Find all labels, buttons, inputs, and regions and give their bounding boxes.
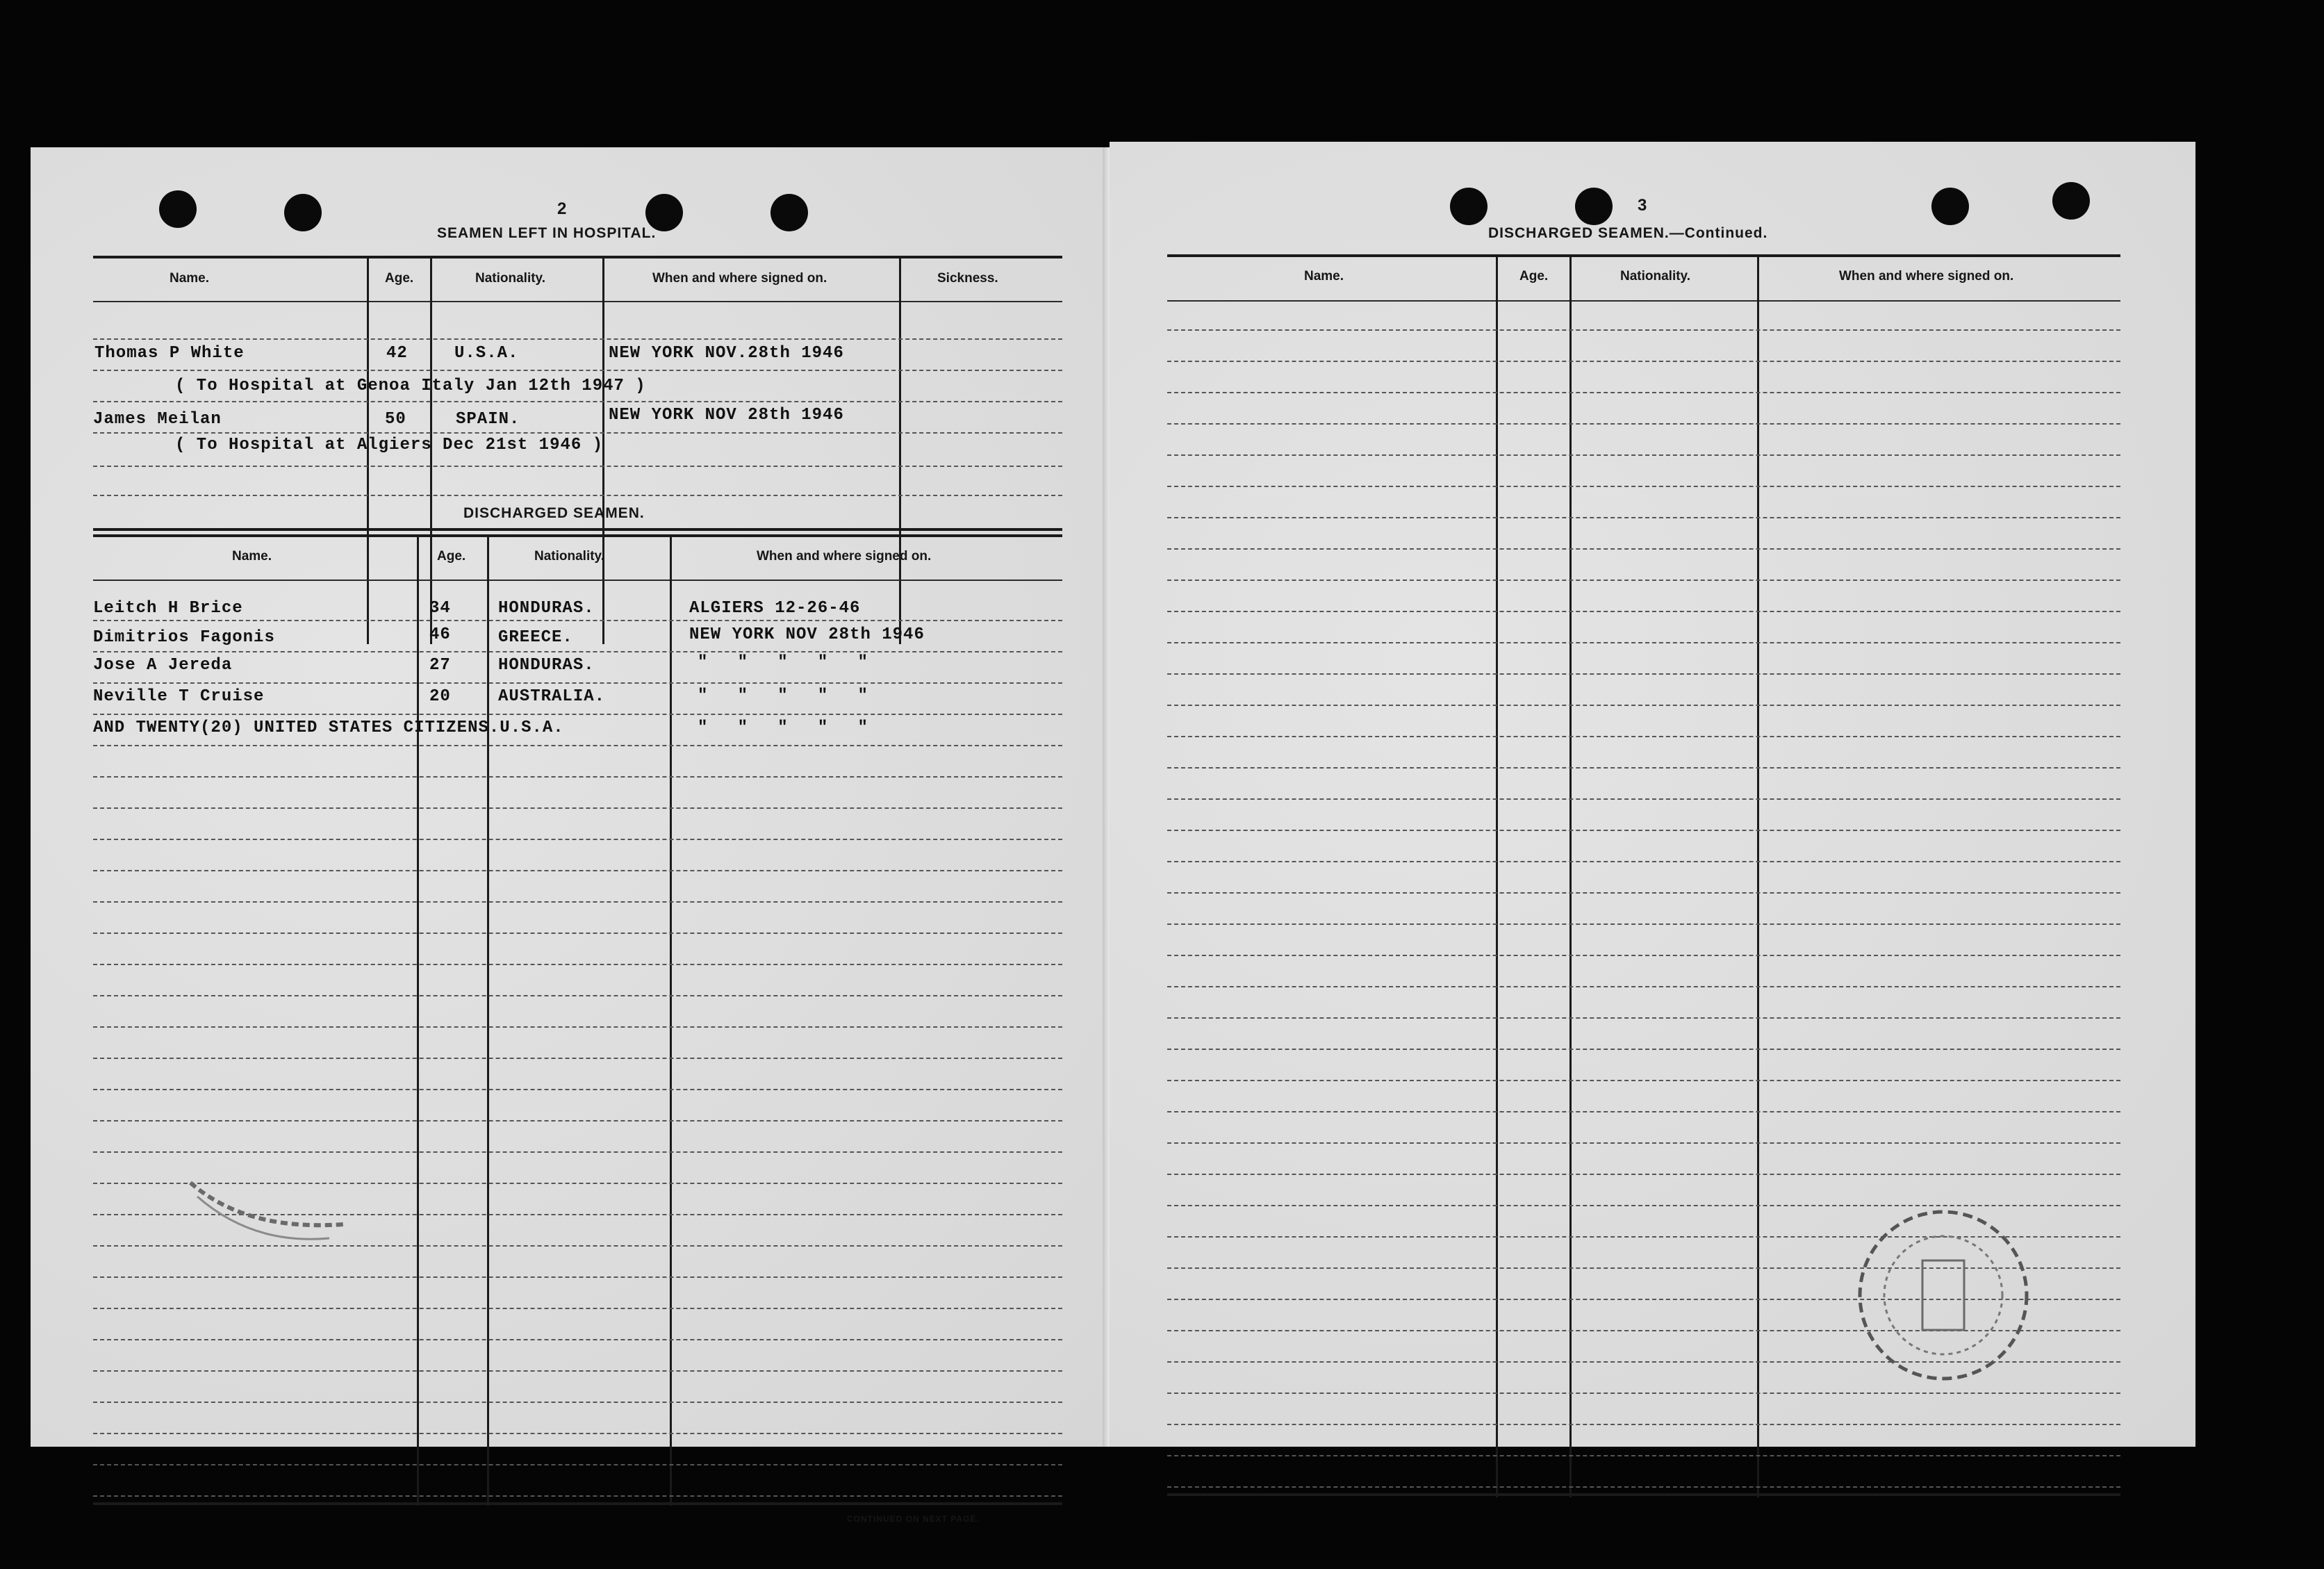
hospital-row-nationality: U.S.A. [454, 344, 519, 363]
discharged-row-signed-on: " " " " " [698, 653, 868, 672]
punch-hole [159, 190, 197, 228]
discharged-row-name: Neville T Cruise [93, 687, 265, 706]
ruled-line [93, 1058, 1062, 1059]
discharged-row-signed-on: " " " " " [698, 718, 868, 737]
hospital-row-age: 42 [386, 344, 408, 363]
ruled-line [93, 933, 1062, 934]
ruled-line [93, 870, 1062, 871]
ruled-line [1167, 580, 2120, 581]
ruled-line [1167, 1080, 2120, 1081]
discharged-section-title: DISCHARGED SEAMEN. [463, 505, 645, 521]
punch-hole [770, 194, 808, 231]
ruled-line [93, 1151, 1062, 1153]
punch-hole [1931, 188, 1969, 225]
ruled-line [1167, 955, 2120, 956]
discharged-row-age: 34 [429, 599, 451, 618]
continued-note: CONTINUED ON NEXT PAGE. [847, 1514, 980, 1524]
ruled-line [1167, 705, 2120, 706]
right-page [1110, 142, 2195, 1447]
ruled-line [93, 1464, 1062, 1465]
ruled-line [1167, 673, 2120, 675]
discharged-row-signed-on: NEW YORK NOV 28th 1946 [689, 625, 925, 644]
ruled-line [1167, 1142, 2120, 1144]
hospital-row-note: ( To Hospital at Algiers Dec 21st 1946 ) [175, 436, 604, 454]
discharged-row-nationality: GREECE. [498, 628, 573, 647]
ruled-line [93, 839, 1062, 840]
discharged-row-name: Leitch H Brice [93, 599, 243, 618]
ruled-line [93, 620, 1062, 621]
col-header-signed-on: When and where signed on. [652, 271, 827, 286]
ruled-line [93, 1370, 1062, 1372]
ruled-line [1167, 548, 2120, 550]
discharged-row-signed-on: " " " " " [698, 687, 868, 705]
ruled-line [93, 964, 1062, 965]
ruled-line [1167, 642, 2120, 643]
ruled-line [93, 651, 1062, 652]
left-page [31, 147, 1110, 1524]
ruled-line [1167, 454, 2120, 456]
ruled-line [1167, 1424, 2120, 1425]
ruled-line [1167, 611, 2120, 612]
ruled-line [1167, 1111, 2120, 1112]
page-number: 3 [1638, 196, 1647, 215]
ruled-line [1167, 861, 2120, 862]
ruled-line [1167, 1017, 2120, 1019]
discharged-row-age: 27 [429, 656, 451, 675]
ruled-line [93, 995, 1062, 996]
col-header-signed-on: When and where signed on. [757, 549, 932, 564]
hospital-row-nationality: SPAIN. [456, 410, 520, 429]
col-header-nationality: Nationality. [534, 549, 604, 564]
ruled-line [93, 1026, 1062, 1028]
punch-hole [1575, 188, 1613, 225]
ruled-line [93, 807, 1062, 809]
ruled-line [93, 1433, 1062, 1434]
col-header-name: Name. [170, 271, 210, 286]
ruled-line [1167, 923, 2120, 925]
discharged-row-age: 46 [429, 625, 451, 644]
ruled-line [1167, 767, 2120, 769]
hospital-section-title: SEAMEN LEFT IN HOSPITAL. [437, 225, 657, 241]
ruled-line [93, 776, 1062, 778]
hospital-row-name: James Meilan [93, 410, 222, 429]
faded-stamp-mark [170, 1169, 406, 1266]
col-header-name: Name. [1304, 269, 1344, 284]
ruled-line [1167, 361, 2120, 362]
ruled-line [93, 1120, 1062, 1122]
ruled-line [1167, 798, 2120, 800]
col-header-name: Name. [232, 549, 272, 564]
ruled-line [1167, 423, 2120, 425]
ruled-line [93, 1276, 1062, 1278]
col-header-nationality: Nationality. [475, 271, 545, 286]
ruled-line [93, 745, 1062, 746]
ruled-line [1167, 1049, 2120, 1050]
ruled-line [1167, 736, 2120, 737]
ruled-line [1167, 1174, 2120, 1175]
discharged-row-nationality: AUSTRALIA. [498, 687, 606, 706]
hospital-row-age: 50 [385, 410, 406, 429]
discharged-row-nationality: HONDURAS. [498, 656, 595, 675]
ruled-line [1167, 329, 2120, 331]
ruled-line [1167, 892, 2120, 894]
ruled-line [93, 1089, 1062, 1090]
ruled-line [93, 1495, 1062, 1497]
ruled-line [93, 1308, 1062, 1309]
hospital-row-signed-on: NEW YORK NOV.28th 1946 [609, 344, 844, 363]
ruled-line [1167, 486, 2120, 487]
ruled-line [93, 1339, 1062, 1340]
discharged-row-age: 20 [429, 687, 451, 706]
ruled-line [1167, 517, 2120, 518]
discharged-row-nationality: HONDURAS. [498, 599, 595, 618]
punch-hole [1450, 188, 1487, 225]
page-number: 2 [557, 199, 567, 218]
ruled-line [1167, 1455, 2120, 1456]
discharged-row-name: AND TWENTY(20) UNITED STATES CITIZENS.U.S.A. [93, 718, 564, 737]
ruled-line [93, 901, 1062, 903]
discharged-continued-title: DISCHARGED SEAMEN.—Continued. [1488, 225, 1768, 241]
discharged-row-name: Jose A Jereda [93, 656, 233, 675]
ruled-line [93, 1402, 1062, 1403]
ruled-line [1167, 986, 2120, 987]
col-header-age: Age. [385, 271, 414, 286]
ruled-line [1167, 830, 2120, 831]
punch-hole [2052, 182, 2090, 220]
punch-hole [284, 194, 322, 231]
discharged-row-signed-on: ALGIERS 12-26-46 [689, 599, 861, 618]
col-header-age: Age. [1519, 269, 1549, 284]
hospital-row-signed-on: NEW YORK NOV 28th 1946 [609, 406, 844, 425]
discharged-row-name: Dimitrios Fagonis [93, 628, 275, 647]
hospital-row-note: ( To Hospital at Genoa Italy Jan 12th 1947 ) [175, 377, 646, 395]
col-header-sickness: Sickness. [937, 271, 998, 286]
hospital-row-name: Thomas P White [94, 344, 245, 363]
ruled-line [1167, 392, 2120, 393]
circular-date-stamp [1846, 1184, 2041, 1406]
col-header-age: Age. [437, 549, 466, 564]
ruled-line [1167, 1486, 2120, 1488]
col-header-nationality: Nationality. [1620, 269, 1690, 284]
ruled-line [93, 714, 1062, 715]
col-header-signed-on: When and where signed on. [1839, 269, 2014, 284]
ruled-line [93, 682, 1062, 684]
